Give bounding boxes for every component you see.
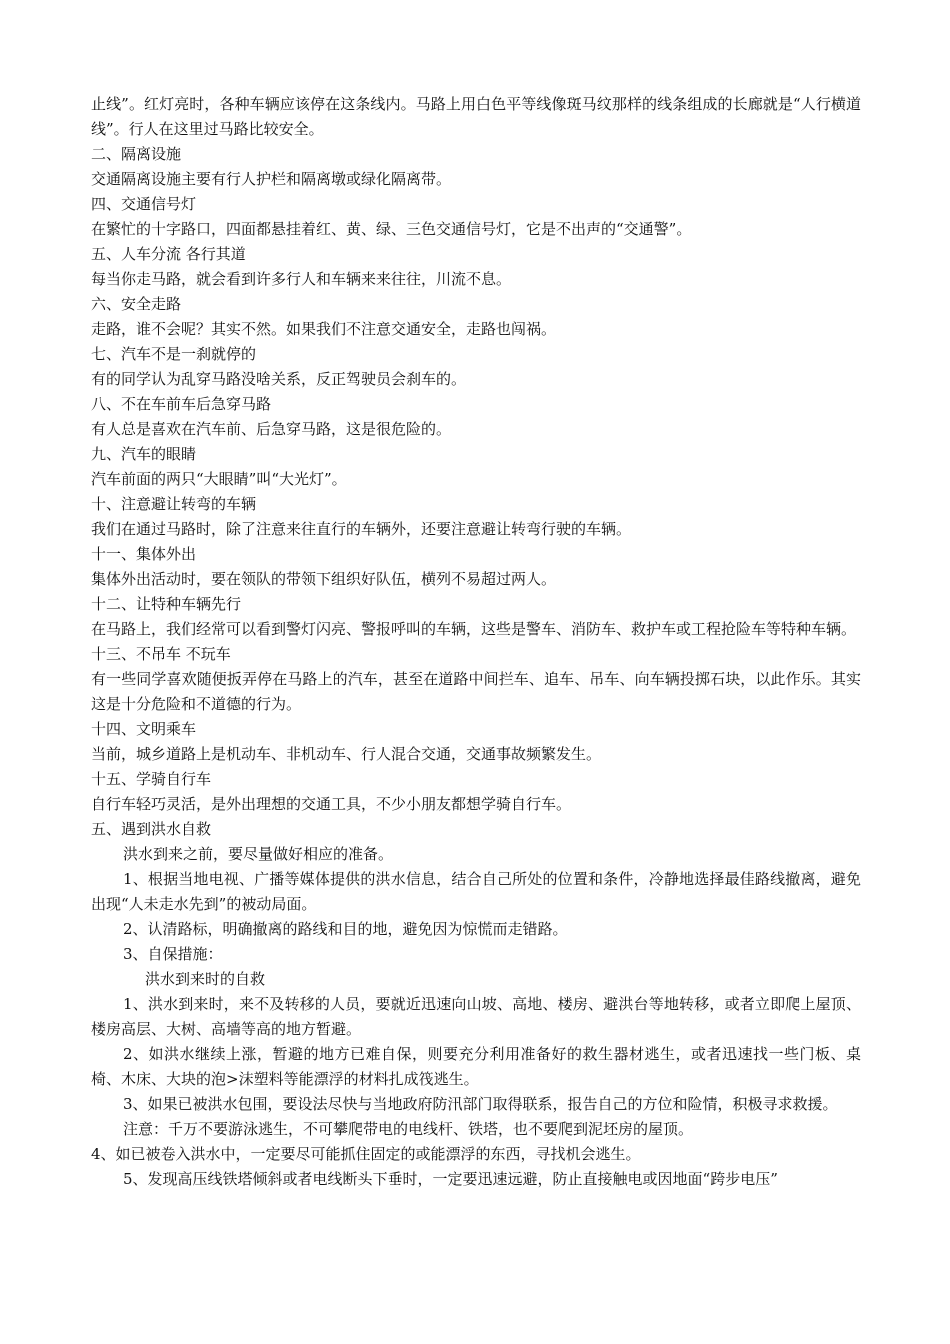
- list-item: 3、如果已被洪水包围，要设法尽快与当地政府防汛部门取得联系，报告自己的方位和险情，积极寻求救援。: [123, 1095, 838, 1113]
- section-heading: 九、汽车的眼睛: [91, 445, 197, 463]
- section-heading: 五、遇到洪水自救: [91, 820, 212, 838]
- section-heading: 六、安全走路: [91, 295, 182, 313]
- section-heading: 十一、集体外出: [91, 545, 197, 563]
- list-item: 3、自保措施：: [123, 945, 223, 963]
- section-heading: 十五、学骑自行车: [91, 770, 212, 788]
- paragraph: 有人总是喜欢在汽车前、后急穿马路，这是很危险的。: [91, 420, 452, 438]
- paragraph: 我们在通过马路时，除了注意来往直行的车辆外，还要注意避让转弯行驶的车辆。: [91, 520, 632, 538]
- list-item: 4、如已被卷入洪水中，一定要尽可能抓住固定的或能漂浮的东西，寻找机会逃生。: [91, 1145, 641, 1163]
- paragraph: 在马路上，我们经常可以看到警灯闪亮、警报呼叫的车辆，这些是警车、消防车、救护车或工程抢险车等特种车辆。: [91, 620, 857, 638]
- list-item: 2、如洪水继续上涨，暂避的地方已难自保，则要充分利用准备好的救生器材逃生，或者迅速找一些门板、桌椅、木床、大块的泡>沫塑料等能漂浮的材料扎成筏逃生。: [91, 1045, 861, 1088]
- note: 注意：千万不要游泳逃生，不可攀爬带电的电线杆、铁塔，也不要爬到泥坯房的屋顶。: [123, 1120, 694, 1138]
- paragraph: 每当你走马路，就会看到许多行人和车辆来来往往，川流不息。: [91, 270, 512, 288]
- subsection-heading: 洪水到来时的自救: [145, 970, 266, 988]
- paragraph: 交通隔离设施主要有行人护栏和隔离墩或绿化隔离带。: [91, 170, 452, 188]
- section-heading: 五、人车分流 各行其道: [91, 245, 246, 263]
- list-item: 1、洪水到来时，来不及转移的人员，要就近迅速向山坡、高地、楼房、避洪台等地转移，或者立即爬上屋顶、楼房高层、大树、高墙等高的地方暂避。: [91, 995, 861, 1038]
- section-heading: 七、汽车不是一刹就停的: [91, 345, 257, 363]
- section-heading: 四、交通信号灯: [91, 195, 197, 213]
- section-heading: 十四、文明乘车: [91, 720, 197, 738]
- document-body: [91, 92, 861, 1192]
- paragraph: 有的同学认为乱穿马路没啥关系，反正驾驶员会刹车的。: [91, 370, 467, 388]
- paragraph: 走路，谁不会呢？其实不然。如果我们不注意交通安全，走路也闯祸。: [91, 320, 557, 338]
- paragraph: 集体外出活动时，要在领队的带领下组织好队伍，横列不易超过两人。: [91, 570, 557, 588]
- section-heading: 十二、让特种车辆先行: [91, 595, 242, 613]
- paragraph: 自行车轻巧灵活，是外出理想的交通工具，不少小朋友都想学骑自行车。: [91, 795, 572, 813]
- paragraph: 当前，城乡道路上是机动车、非机动车、行人混合交通，交通事故频繁发生。: [91, 745, 602, 763]
- paragraph: 洪水到来之前，要尽量做好相应的准备。: [123, 845, 394, 863]
- paragraph: 止线”。红灯亮时，各种车辆应该停在这条线内。马路上用白色平等线像斑马纹那样的线条组成的长廊就是“人行横道线”。行人在这里过马路比较安全。: [91, 95, 861, 138]
- paragraph: 有一些同学喜欢随便扳弄停在马路上的汽车，甚至在道路中间拦车、追车、吊车、向车辆投掷石块，以此作乐。其实这是十分危险和不道德的行为。: [91, 670, 861, 713]
- paragraph: 汽车前面的两只“大眼睛”叫“大光灯”。: [91, 470, 347, 488]
- section-heading: 八、不在车前车后急穿马路: [91, 395, 272, 413]
- list-item: 2、认清路标，明确撤离的路线和目的地，避免因为惊慌而走错路。: [123, 920, 568, 938]
- section-heading: 二、隔离设施: [91, 145, 182, 163]
- list-item: 5、发现高压线铁塔倾斜或者电线断头下垂时，一定要迅速远避，防止直接触电或因地面“跨步电压”: [123, 1170, 778, 1188]
- paragraph: 在繁忙的十字路口，四面都悬挂着红、黄、绿、三色交通信号灯，它是不出声的“交通警”。: [91, 220, 692, 238]
- list-item: 1、根据当地电视、广播等媒体提供的洪水信息，结合自己所处的位置和条件，冷静地选择最佳路线撤离，避免出现“人未走水先到”的被动局面。: [91, 870, 861, 913]
- section-heading: 十、注意避让转弯的车辆: [91, 495, 257, 513]
- section-heading: 十三、不吊车 不玩车: [91, 645, 231, 663]
